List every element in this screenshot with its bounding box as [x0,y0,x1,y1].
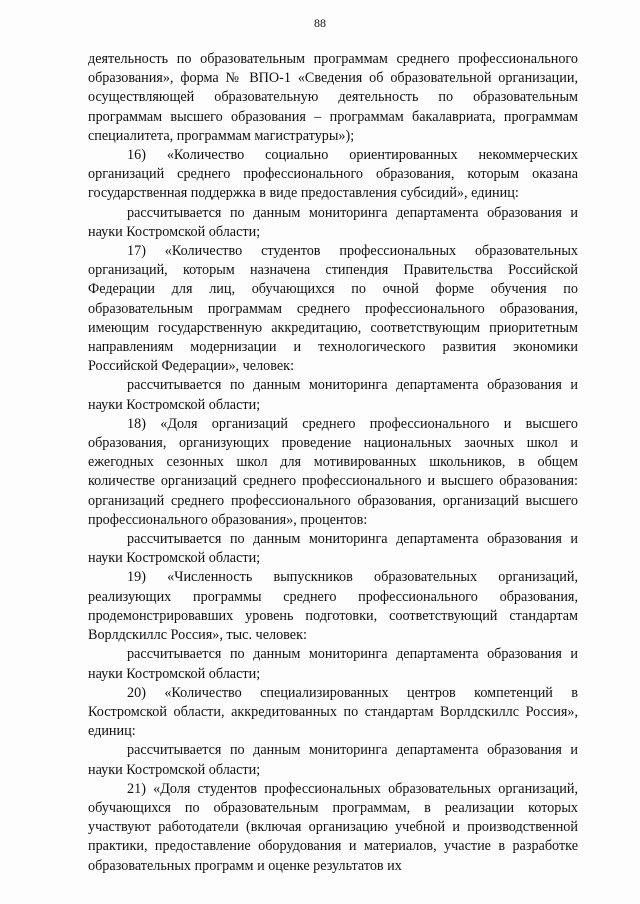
paragraph-9: рассчитывается по данным мониторинга департамента образования и науки Костромской области; [88,646,578,682]
page-number: 88 [314,16,326,30]
paragraph-7: рассчитывается по данным мониторинга департамента образования и науки Костромской области; [88,531,578,567]
paragraph-4: 17) «Количество студентов профессиональных образовательных организаций, которым назначена стипендия Правительства Российской Федерации для лиц, обучающихся по очной форме обучения по образовательным программам среднего профессионального образования, имеющим государственную аккредитацию, соответствующим приоритетным направлениям модернизации и технологического развития экономики Российской Федерации», человек: [88,243,578,375]
paragraph-6: 18) «Доля организаций среднего профессионального и высшего образования, организующих проведение национальных заочных школ и ежегодных сезонных школ для мотивированных школьников, в общем количестве организаций среднего профессионального и высшего образования: организаций среднего профессионального образования, организаций высшего профессионального образования», процентов: [88,415,578,528]
paragraph-5: рассчитывается по данным мониторинга департамента образования и науки Костромской области; [88,377,578,413]
paragraph-12: 21) «Доля студентов профессиональных образовательных организаций, обучающихся по образовательным программам, в реализации которых участвуют работодатели (включая организацию учебной и производственной практики, предоставление оборудования и материалов, участие в разработке образовательных программ и оценке результатов их [88,780,578,874]
paragraph-3: рассчитывается по данным мониторинга департамента образования и науки Костромской области; [88,204,578,240]
document-body [88,50,578,876]
paragraph-10: 20) «Количество специализированных центров компетенций в Костромской области, аккредитованных по стандартам Ворлдскиллс Россия», единиц: [88,684,578,740]
paragraph-11: рассчитывается по данным мониторинга департамента образования и науки Костромской области; [88,742,578,778]
paragraph-8: 19) «Численность выпускников образовательных организаций, реализующих программы среднего профессионального образования, продемонстрировавших уровень подготовки, соответствующий стандартам Ворлдскиллс Россия», тыс. человек: [88,569,578,644]
paragraph-2: 16) «Количество социально ориентированных некоммерческих организаций среднего профессионального образования, которым оказана государственная поддержка в виде предоставления субсидий», единиц: [88,147,578,202]
paragraph-1: деятельность по образовательным программам среднего профессионального образования», форма № ВПО-1 «Сведения об образовательной организации, осуществляющей образовательную деятельность по образовательным программам высшего образования – программам бакалавриата, программам специалитета, программам магистратуры»); [88,51,578,144]
